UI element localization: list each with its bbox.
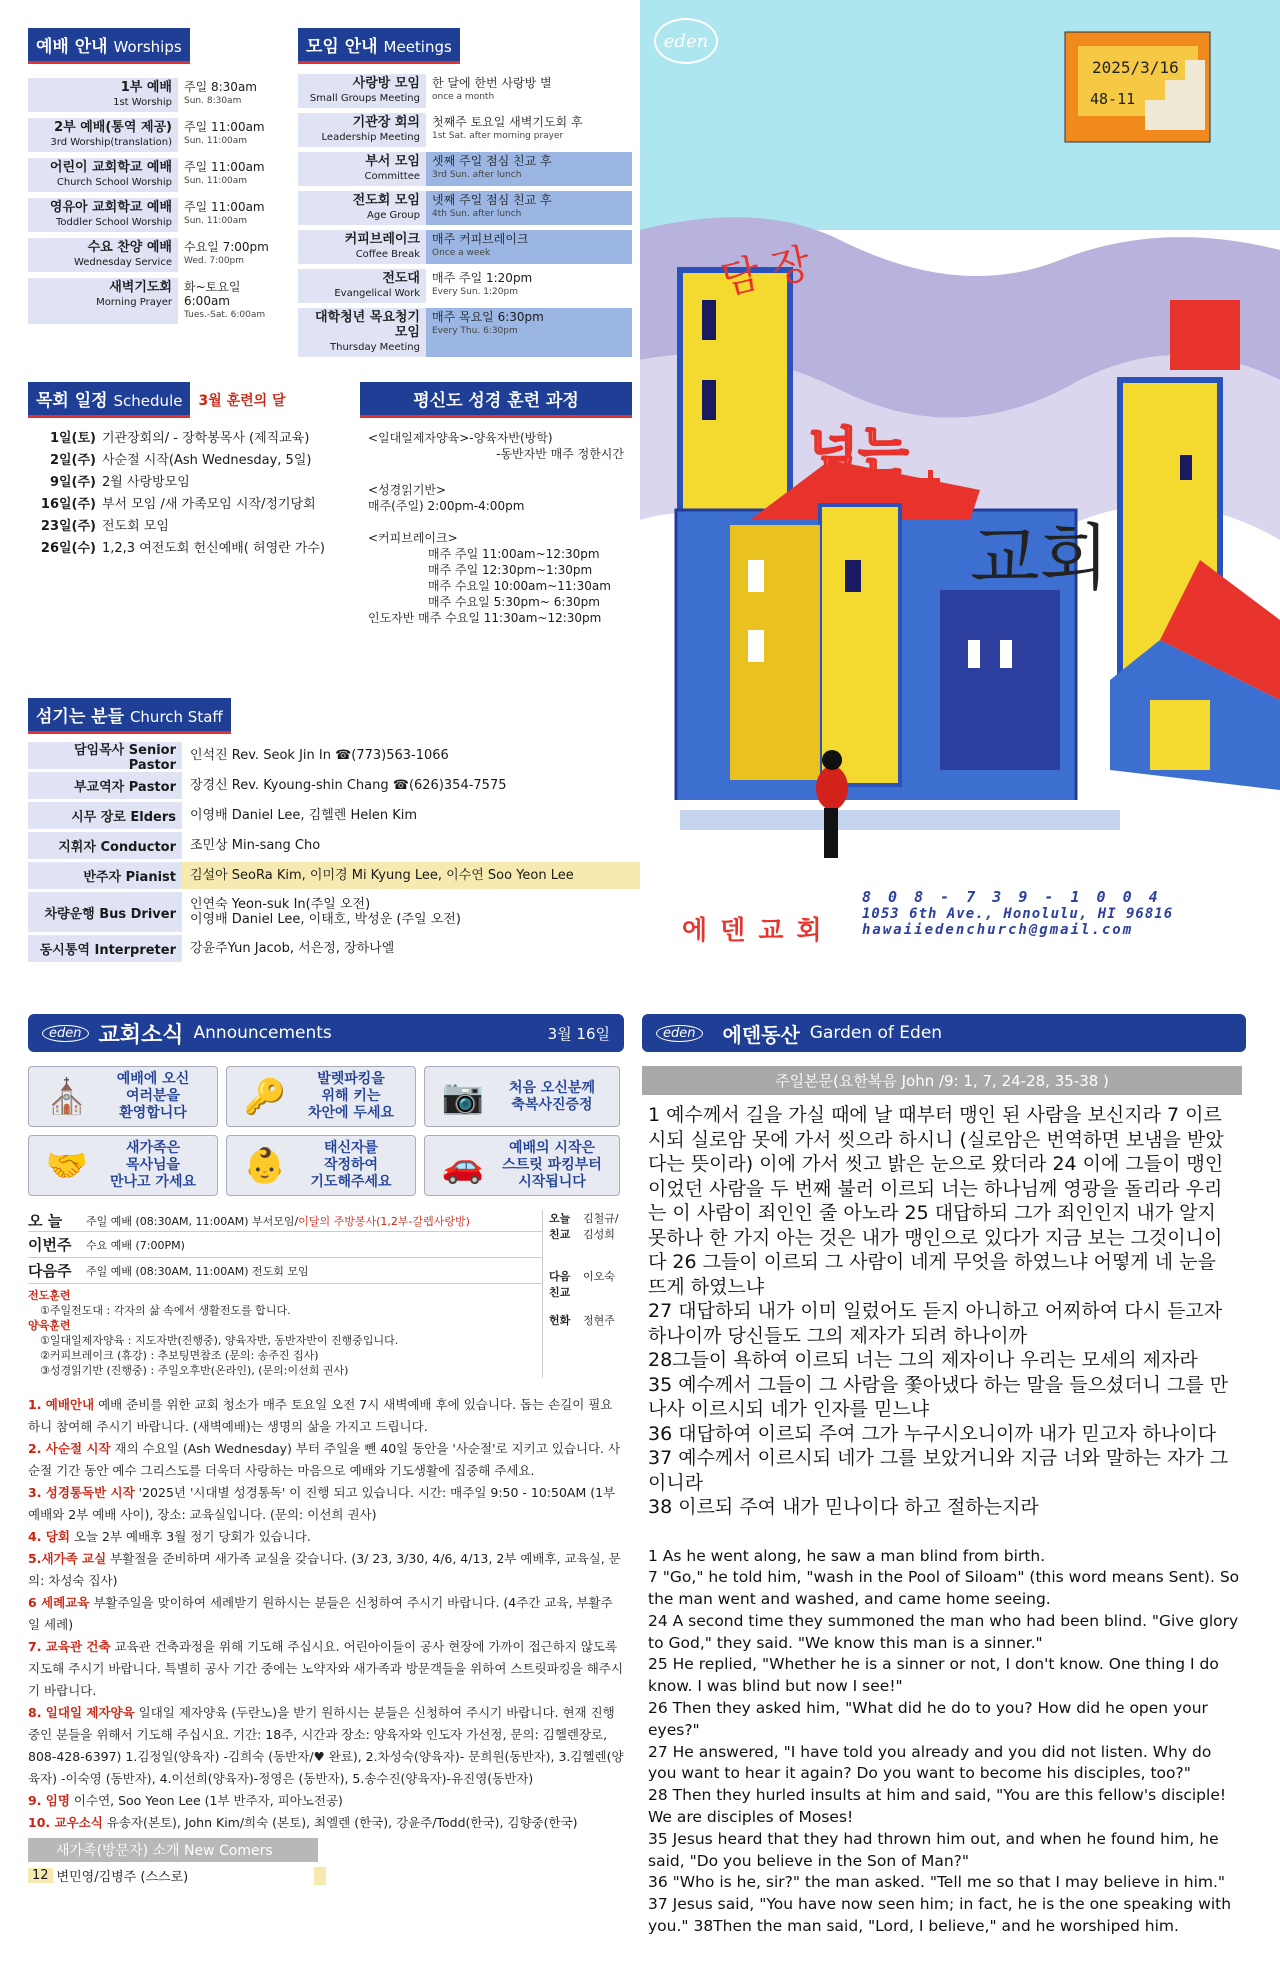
worship-label-en: 3rd Worship(translation): [50, 137, 172, 148]
garden-section: [642, 1014, 1246, 1938]
fellowship-next: 이오숙: [583, 1270, 615, 1283]
worship-label-ko: 1부 예배: [120, 80, 172, 95]
announcement-card-text: 새가족은 목사님을 만나고 가세요: [109, 1140, 197, 1190]
worship-row: [28, 78, 290, 112]
worship-row: [28, 158, 290, 192]
announcement-card-text: 처음 오신분께 축복사진증정: [508, 1079, 596, 1113]
staff-name: 조민상 Min-sang Cho: [190, 838, 321, 853]
worship-time: [178, 278, 290, 324]
notice-text: 부활주일을 맞이하여 세례받기 원하시는 분들은 신청하여 주시기 바랍니다. (4주간 교육, 부활주일 세례): [28, 1595, 613, 1632]
eden-small-logo: eden: [42, 1025, 89, 1042]
notice-text: 유송자(본토), John Kim/희숙 (본토), 최엘렌 (한국), 강윤주/Todd(한국), 김향중(한국): [102, 1815, 578, 1830]
meeting-time-en: 4th Sun. after lunch: [432, 209, 522, 219]
worship-time: [178, 238, 290, 272]
schedule-day: 9일(주): [49, 475, 96, 490]
meeting-label-en: Leadership Meeting: [321, 132, 420, 143]
meeting-time: [426, 230, 632, 264]
staff-name: 장경신 Rev. Kyoung-shin Chang ☎(626)354-7575: [190, 778, 507, 793]
meeting-row: [298, 230, 632, 264]
meeting-row: [298, 191, 632, 225]
garden-header-en: Garden of Eden: [809, 1023, 943, 1043]
flower-label: 헌화: [549, 1314, 571, 1327]
schedule-list: [28, 428, 358, 560]
evangel-label: 전도훈련: [28, 1289, 71, 1302]
meetings-list: [298, 74, 632, 357]
coffee-list: [368, 546, 632, 610]
meeting-time: [426, 113, 632, 147]
meeting-label: [298, 152, 426, 186]
today-red: 이달의 주방봉사(1,2부-갈렙사랑방): [298, 1214, 470, 1228]
meeting-time-en: Every Thu. 6:30pm: [432, 326, 518, 336]
handshake-icon: 🤝: [45, 1145, 89, 1186]
notice-text: '2025년 '시대별 성경통독' 이 진행 되고 있습니다. 시간: 매주일 9:50 - 10:50AM (1부 예배와 2부 예배 사이), 장소: 교육실입니다. (문의: 이선희 권사): [28, 1485, 616, 1522]
worship-label-ko: 2부 예배(통역 제공): [54, 120, 172, 135]
worship-header: [28, 28, 190, 64]
schedule-day: 23일(주): [40, 519, 96, 534]
worship-label-ko: 새벽기도회: [109, 280, 172, 295]
schedule-item: [28, 538, 358, 560]
meeting-time-en: 1st Sat. after morning prayer: [432, 131, 564, 141]
meeting-time-ko: 매주 커피브레이크: [432, 232, 529, 246]
staff-role: 시무 장로 Elders: [28, 802, 182, 829]
meeting-time-en: 3rd Sun. after lunch: [432, 170, 522, 180]
worship-time-en: Sun. 8:30am: [184, 96, 242, 106]
key-icon: 🔑: [243, 1076, 287, 1117]
staff-name: 인연숙 Yeon-suk In(주일 오전) 이영배 Daniel Lee, 이태호, 박성운 (주일 오전): [190, 897, 461, 927]
today-text: 주일 예배 (08:30AM, 11:00AM) 부서모임/: [86, 1214, 299, 1228]
announcement-card: [424, 1135, 620, 1196]
notice-text: 이수연, Soo Yeon Lee (1부 반주자, 피아노전공): [69, 1793, 343, 1808]
schedule-item: [28, 472, 358, 494]
worship-time: [178, 78, 290, 112]
worship-label-ko: 수요 찬양 예배: [87, 240, 172, 255]
notice-item: [28, 1548, 624, 1592]
meeting-time-en: Once a week: [432, 248, 491, 258]
camera-icon: 📷: [441, 1076, 485, 1117]
schedule-header-en: Schedule: [113, 392, 183, 410]
training-line-1: <일대일제자양육>-양육자반(방학): [368, 431, 553, 445]
staff-section: [28, 698, 640, 965]
schedule-item: [28, 494, 358, 516]
notice-title: 1. 예배안내: [28, 1397, 95, 1412]
schedule-month-label: 3월 훈련의 달: [198, 393, 286, 409]
meeting-label: [298, 113, 426, 147]
worship-label-en: Toddler School Worship: [55, 217, 172, 228]
meetings-header-en: Meetings: [383, 38, 452, 56]
worship-label-en: Church School Worship: [56, 177, 172, 188]
meeting-time-ko: 매주 목요일 6:30pm: [432, 310, 544, 324]
notice-title: 10. 교우소식: [28, 1815, 103, 1830]
sermon-bar: 주일본문(요한복음 John /9: 1, 7, 24-28, 35-38 ): [642, 1066, 1242, 1095]
staff-role: 부교역자 Pastor: [28, 772, 182, 799]
announcements-header: [28, 1014, 624, 1052]
schedule-text: 기관장회의/ - 장학봉목사 (제직교육): [102, 431, 310, 446]
cover-contact: [862, 888, 1173, 938]
notice-item: [28, 1592, 624, 1636]
worship-label-en: Morning Prayer: [96, 297, 172, 308]
meeting-label: [298, 230, 426, 264]
meeting-time: [426, 152, 632, 186]
worship-time-en: Sun. 11:00am: [184, 216, 248, 226]
cover-panel: [640, 0, 1280, 980]
worship-label-en: 1st Worship: [113, 97, 172, 108]
eden-logo-text: eden: [663, 30, 709, 52]
meeting-time: [426, 269, 632, 303]
meeting-label-en: Age Group: [367, 210, 420, 221]
nurture-3: ③성경읽기반 (진행중) : 주일오후반(온라인), (문의:이선희 권사): [40, 1364, 349, 1377]
thisweek-text: 수요 예배 (7:00PM): [86, 1238, 185, 1252]
worship-header-en: Worships: [113, 38, 182, 56]
nurture-label: 양육훈련: [28, 1319, 71, 1332]
meeting-time: [426, 308, 632, 357]
cover-title-word-2: 넘는: [808, 423, 909, 483]
schedule-day: 2일(주): [49, 453, 96, 468]
worship-time: [178, 158, 290, 192]
schedule-day: 26일(수): [40, 541, 96, 556]
worship-label-en: Wednesday Service: [73, 257, 172, 268]
notice-title: 8. 일대일 제자양육: [28, 1705, 135, 1720]
worship-label: [28, 158, 178, 192]
worship-list: [28, 78, 290, 324]
meeting-label-ko: 전도대: [382, 271, 420, 286]
meeting-row: [298, 74, 632, 108]
church-icon: ⛪: [45, 1076, 89, 1117]
schedule-header-ko: 목회 일정: [36, 391, 108, 411]
schedule-text: 사순절 시작(Ash Wednesday, 5일): [102, 453, 312, 468]
worship-time-ko: 주일 11:00am: [184, 160, 265, 174]
staff-list: [28, 742, 640, 962]
nextweek-text: 주일 예배 (08:30AM, 11:00AM) 전도회 모임: [86, 1264, 309, 1278]
cover-date: 2025/3/16: [1092, 58, 1179, 77]
nurture-2: ②커피브레이크 (휴강) : 추보팅면참조 (문의: 송주진 집사): [40, 1349, 319, 1362]
meeting-row: [298, 113, 632, 147]
meeting-label-ko: 사랑방 모임: [352, 76, 420, 91]
staff-header: [28, 698, 231, 734]
announcements-header-en: Announcements: [193, 1023, 332, 1043]
meetings-header-ko: 모임 안내: [306, 37, 378, 57]
meeting-label: [298, 269, 426, 303]
training-line-4: 매주(주일) 2:00pm-4:00pm: [368, 499, 525, 513]
cover-illustration: [640, 0, 1280, 980]
meeting-time-ko: 셋째 주일 점심 친교 후: [432, 154, 552, 168]
notice-title: 7. 교육관 건축: [28, 1639, 111, 1654]
coffee-slot: 매주 수요일 5:30pm~ 6:30pm: [428, 595, 600, 609]
notice-item: [28, 1636, 624, 1702]
nurture-1: ①일대일제자양육 : 지도자반(진행중), 양육자반, 동반자반이 진행중입니다.: [40, 1334, 399, 1347]
notice-title: 9. 임명: [28, 1793, 70, 1808]
schedule-day: 16일(주): [40, 497, 96, 512]
notice-text: 교육관 건축과정을 위해 기도해 주십시요. 어린아이들이 공사 현장에 가까이 접근하지 않도록 지도해 주시기 바랍니다. 특별히 공사 기간 중에는 노약자와 새가족과 방문객들을 위하여 스트릿파킹을 해주시기 바랍니다.: [28, 1639, 624, 1698]
worship-label: [28, 118, 178, 152]
meeting-time-ko: 넷째 주일 점심 친교 후: [432, 193, 552, 207]
staff-header-en: Church Staff: [129, 708, 223, 726]
staff-name: 김설아 SeoRa Kim, 이미경 Mi Kyung Lee, 이수연 Soo Yeon Lee: [182, 862, 640, 889]
meeting-label-ko: 커피브레이크: [344, 232, 420, 247]
schedule-section: [28, 382, 358, 560]
announcement-buttons: [28, 1066, 624, 1196]
meeting-label-ko: 기관장 회의: [352, 115, 420, 130]
scripture-english: 1 As he went along, he saw a man blind from birth. 7 "Go," he told him, "wash in the Pool of Siloam" (this word means Sent). So the man went and washed, and came home seeing. 24 A second time they summoned the man who had been blind. "Give glory to God," they said. "We know this man is a sinner." 25 He replied, "Whether he is a sinner or not, I don't know. One thing I do know. I was blind but now I see!" 26 Then they asked him, "What did he do to you? How did he open your eyes?" 27 He answered, "I have told you already and you did not listen. Why do you want to hear it again? Do you want to become his disciples, too?" 28 Then they hurled insults at him and said, "You are this fellow's disciple! We are disciples of Moses! 35 Jesus heard that they had thrown him out, and when he found him, he said, "Do you believe in the Son of Man?" 36 "Who is he, sir?" the man asked. "Tell me so that I may believe in him." 37 Jesus said, "You have now seen him; in fact, he is the one speaking with you." 38Then the man said, "Lord, I believe," and he worshiped him.: [648, 1546, 1240, 1936]
training-line-5: <커피브레이크>: [368, 531, 458, 545]
notice-item: [28, 1394, 624, 1438]
meetings-section: [298, 28, 632, 362]
worship-label: [28, 198, 178, 232]
worship-time: [178, 198, 290, 232]
announcement-card-text: 예배의 시작은 스트릿 파킹부터 시작됩니다: [502, 1140, 602, 1190]
worship-time-en: Wed. 7:00pm: [184, 256, 245, 266]
notice-list: [28, 1394, 624, 1834]
staff-row: [28, 802, 640, 829]
cover-phone: 8 0 8 - 7 3 9 - 1 0 0 4: [862, 888, 1162, 906]
meeting-time-ko: 한 달에 한번 사랑방 별: [432, 76, 552, 90]
staff-row: [28, 862, 640, 889]
worship-time-en: Tues.-Sat. 6:00am: [184, 310, 266, 320]
baby-icon: 👶: [243, 1145, 287, 1186]
schedule-item: [28, 450, 358, 472]
eden-small-logo-2: eden: [656, 1025, 703, 1042]
notice-title: 4. 당회: [28, 1529, 70, 1544]
newcomers-list: 변민영/김병주 (스스로): [56, 1870, 189, 1885]
fellowship-column: [542, 1210, 624, 1378]
notice-item: [28, 1790, 624, 1812]
worship-label: [28, 238, 178, 272]
fellowship-next-label: 다음 친교: [549, 1270, 571, 1299]
staff-role: 지휘자 Conductor: [28, 832, 182, 859]
staff-name: 이영배 Daniel Lee, 김헬렌 Helen Kim: [190, 808, 418, 823]
flower: 정현주: [583, 1314, 615, 1327]
meeting-time-en: once a month: [432, 92, 495, 102]
notice-title: 3. 성경통독반 시작: [28, 1485, 135, 1500]
meeting-label-ko: 전도회 모임: [352, 193, 420, 208]
staff-row: [28, 892, 640, 932]
worship-time-ko: 화~토요일 6:00am: [184, 280, 241, 308]
announcement-card: [28, 1135, 218, 1196]
meeting-time-ko: 첫째주 토요일 새벽기도회 후: [432, 115, 583, 129]
staff-role: 반주자 Pianist: [28, 862, 182, 889]
newcomers-header: 새가족(방문자) 소개 New Comers: [28, 1838, 318, 1862]
schedule-text: 1,2,3 여전도회 헌신예배( 허영란 가수): [102, 541, 326, 556]
notice-item: [28, 1702, 624, 1790]
worship-label: [28, 78, 178, 112]
training-line-2: -동반자반 매주 정한시간: [496, 447, 624, 461]
today-label: 오 늘: [28, 1212, 63, 1230]
evangel-text: ①주일전도대 : 각자의 삶 속에서 생활전도를 합니다.: [40, 1304, 291, 1317]
staff-role: 동시통역 Interpreter: [28, 935, 182, 962]
meeting-label-en: Coffee Break: [355, 249, 420, 260]
worship-header-ko: 예배 안내: [36, 37, 108, 57]
coffee-slot: 매주 주일 11:00am~12:30pm: [428, 547, 600, 561]
schedule-text: 2월 사랑방모임: [102, 475, 190, 490]
meetings-header: [298, 28, 460, 64]
cover-title-word-3: 교회: [970, 516, 1110, 600]
notice-title: 2. 사순절 시작: [28, 1441, 111, 1456]
notice-item: [28, 1812, 624, 1834]
worship-section: [28, 28, 290, 330]
coffee-slot: 매주 수요일 10:00am~11:30am: [428, 579, 611, 593]
worship-time-en: Sun. 11:00am: [184, 176, 248, 186]
worship-time-ko: 주일 11:00am: [184, 120, 265, 134]
notice-item: [28, 1438, 624, 1482]
staff-header-ko: 섬기는 분들: [36, 707, 125, 727]
garden-header: [642, 1014, 1246, 1052]
announcement-card: [226, 1135, 416, 1196]
meeting-label-en: Thursday Meeting: [330, 342, 420, 353]
meeting-row: [298, 152, 632, 186]
worship-row: [28, 198, 290, 232]
worship-label-ko: 어린이 교회학교 예배: [49, 160, 172, 175]
meeting-row: [298, 308, 632, 357]
notice-text: 부활절을 준비하며 새가족 교실을 갖습니다. (3/ 23, 3/30, 4/6, 4/13, 2부 예배후, 교육실, 문의: 차성숙 집사): [28, 1551, 621, 1588]
worship-row: [28, 278, 290, 324]
eden-logo: [654, 18, 718, 64]
training-line-3: <성경읽기반>: [368, 483, 447, 497]
staff-role: 담임목사 Senior Pastor: [28, 742, 182, 769]
meeting-time: [426, 191, 632, 225]
notice-title: 5.새가족 교실: [28, 1551, 107, 1566]
notice-text: 재의 수요일 (Ash Wednesday) 부터 주일을 뺀 40일 동안을 '사순절'로 지키고 있습니다. 사순절 기간 동안 예수 그리스도를 더욱더 사랑하는 마음으로 예배와 기도생활에 집중해 주세요.: [28, 1441, 621, 1478]
notice-item: [28, 1482, 624, 1526]
coffee-slot: 매주 주일 12:30pm~1:30pm: [428, 563, 593, 577]
scripture-korean: 1 예수께서 길을 가실 때에 날 때부터 맹인 된 사람을 보신지라 7 이르시되 실로암 못에 가서 씻으라 하시니 (실로암은 번역하면 보냄을 받았다는 뜻이라) 이에 가서 씻고 밝은 눈으로 왔더라 24 이에 그들이 맹인이었던 사람을 두 번째 불러 이르되 너는 하나님께 영광을 돌리라 우리는 이 사람이 죄인인 줄 아노라 25 대답하되 그가 죄인인지 내가 알지 못하나 한 가지 아는 것은 내가 맹인으로 있다가 지금 보는 그것이니이다 26 그들이 이르되 그 사람이 네게 무엇을 하였느냐 어떻게 네 눈을 뜨게 하였느냐 27 대답하되 내가 이미 일렀어도 듣지 아니하고 어찌하여 다시 듣고자 하나이까 당신들도 그의 제자가 되려 하나이까 28그들이 욕하여 이르되 너는 그의 제자이나 우리는 모세의 제자라 35 예수께서 그들이 그 사람을 쫓아냈다 하는 말을 들으셨더니 그를 만나사 이르시되 네가 인자를 믿느냐 36 대답하여 이르되 주여 그가 누구시오니이까 내가 믿고자 하나이다 37 예수께서 이르시되 네가 그를 보았거니와 지금 너와 말하는 자가 그이니라 38 이르되 주여 내가 믿나이다 하고 절하는지라: [648, 1104, 1229, 1518]
garden-header-ko: 에덴동산: [722, 1022, 800, 1047]
schedule-header: [28, 382, 190, 418]
worship-row: [28, 118, 290, 152]
announcement-card-text: 예배에 오신 여러분을 환영합니다: [116, 1071, 190, 1121]
notice-text: 오늘 2부 예배후 3월 정기 당회가 있습니다.: [69, 1529, 311, 1544]
schedule-text: 부서 모임 /새 가족모임 시작/정기당회: [102, 497, 316, 512]
fellowship-today: 김철규/ 김성희: [583, 1212, 619, 1241]
meeting-label-en: Evangelical Work: [334, 288, 420, 299]
announcements-section: [28, 1014, 624, 1885]
training-section: [360, 382, 632, 626]
announcement-card: [424, 1066, 620, 1127]
fellowship-today-label: 오늘 친교: [549, 1212, 571, 1241]
worship-label-ko: 영유아 교회학교 예배: [49, 200, 172, 215]
cover-issue: 48-11: [1090, 90, 1136, 108]
announcement-card: [28, 1066, 218, 1127]
meeting-time: [426, 74, 632, 108]
meeting-label-en: Small Groups Meeting: [309, 93, 420, 104]
announcements-date: 3월 16일: [547, 1024, 610, 1043]
announcement-card-text: 발렛파킹을 위해 키는 차안에 두세요: [307, 1071, 395, 1121]
staff-row: [28, 742, 640, 773]
cover-email: hawaiiedenchurch@gmail.com: [862, 922, 1134, 938]
training-line-6: 인도자반 매주 수요일 11:30am~12:30pm: [368, 611, 602, 625]
meeting-label-en: Committee: [364, 171, 420, 182]
schedule-item: [28, 428, 358, 450]
training-header: 평신도 성경 훈련 과정: [360, 382, 632, 418]
meeting-label-ko: 대학청년 목요청기모임: [315, 310, 420, 340]
thisweek-label: 이번주: [28, 1236, 72, 1254]
notice-title: 6 세례교육: [28, 1595, 90, 1610]
meeting-label-ko: 부서 모임: [365, 154, 420, 169]
notice-text: 예배 준비를 위한 교회 청소가 매주 토요일 오전 7시 새벽예배 후에 있습니다. 돕는 손길이 필요하니 참여해 주시기 바랍니다. (새벽예배)는 생명의 삶을 가지고 드립니다.: [28, 1397, 613, 1434]
car-icon: 🚗: [441, 1145, 485, 1186]
staff-row: [28, 935, 640, 962]
meeting-row: [298, 269, 632, 303]
worship-time-ko: 주일 11:00am: [184, 200, 265, 214]
staff-name: 강윤주Yun Jacob, 서은정, 장하나엘: [190, 941, 395, 956]
meeting-time-en: Every Sun. 1:20pm: [432, 287, 518, 297]
worship-time-en: Sun. 11:00am: [184, 136, 248, 146]
meeting-label: [298, 74, 426, 108]
schedule-text: 전도회 모임: [102, 519, 169, 534]
schedule-item: [28, 516, 358, 538]
worship-row: [28, 238, 290, 272]
worship-time: [178, 118, 290, 152]
meeting-time-ko: 매주 주일 1:20pm: [432, 271, 533, 285]
nextweek-label: 다음주: [28, 1262, 72, 1280]
notice-item: [28, 1526, 624, 1548]
staff-role: 차량운행 Bus Driver: [28, 892, 182, 932]
meeting-label: [298, 308, 426, 357]
staff-row: [28, 772, 640, 799]
cover-address: 1053 6th Ave., Honolulu, HI 96816: [862, 906, 1174, 922]
staff-name: 인석진 Rev. Seok Jin In ☎(773)563-1066: [190, 748, 449, 763]
newcomers-num: 12: [28, 1868, 53, 1883]
schedule-day: 1일(토): [49, 431, 96, 446]
worship-time-ko: 주일 8:30am: [184, 80, 257, 94]
worship-time-ko: 수요일 7:00pm: [184, 240, 269, 254]
announcements-header-ko: 교회소식: [98, 1022, 184, 1048]
notice-text: 일대일 제자양육 (두란노)을 받기 원하시는 분들은 신청하여 주시기 바랍니다. 현재 진행 중인 분들을 위해서 기도해 주십시요. 기간: 18주, 시간과 장소: 양육자와 인도자 가선정, 문의: 김헬렌장로, 808-428-6397) 1.김정일(양육자) -김희숙 (동반자/♥ 완료), 2.차성숙(양육자)- 문희원(동반자), 3.김헬렌(양육자) -이숙영 (동반자), 4.이선희(양육자)-정영은 (동반자), 5.송수진(양육자)-유진영(동반자): [28, 1705, 624, 1786]
announcement-card-text: 태신자를 작정하여 기도해주세요: [310, 1140, 392, 1190]
announcement-card: [226, 1066, 416, 1127]
cover-church-name: 에 덴 교 회: [682, 916, 824, 946]
cover-title-word-1: 담 장: [716, 240, 815, 304]
worship-label: [28, 278, 178, 324]
staff-row: [28, 832, 640, 859]
weekly-table: [28, 1210, 624, 1378]
meeting-label: [298, 191, 426, 225]
